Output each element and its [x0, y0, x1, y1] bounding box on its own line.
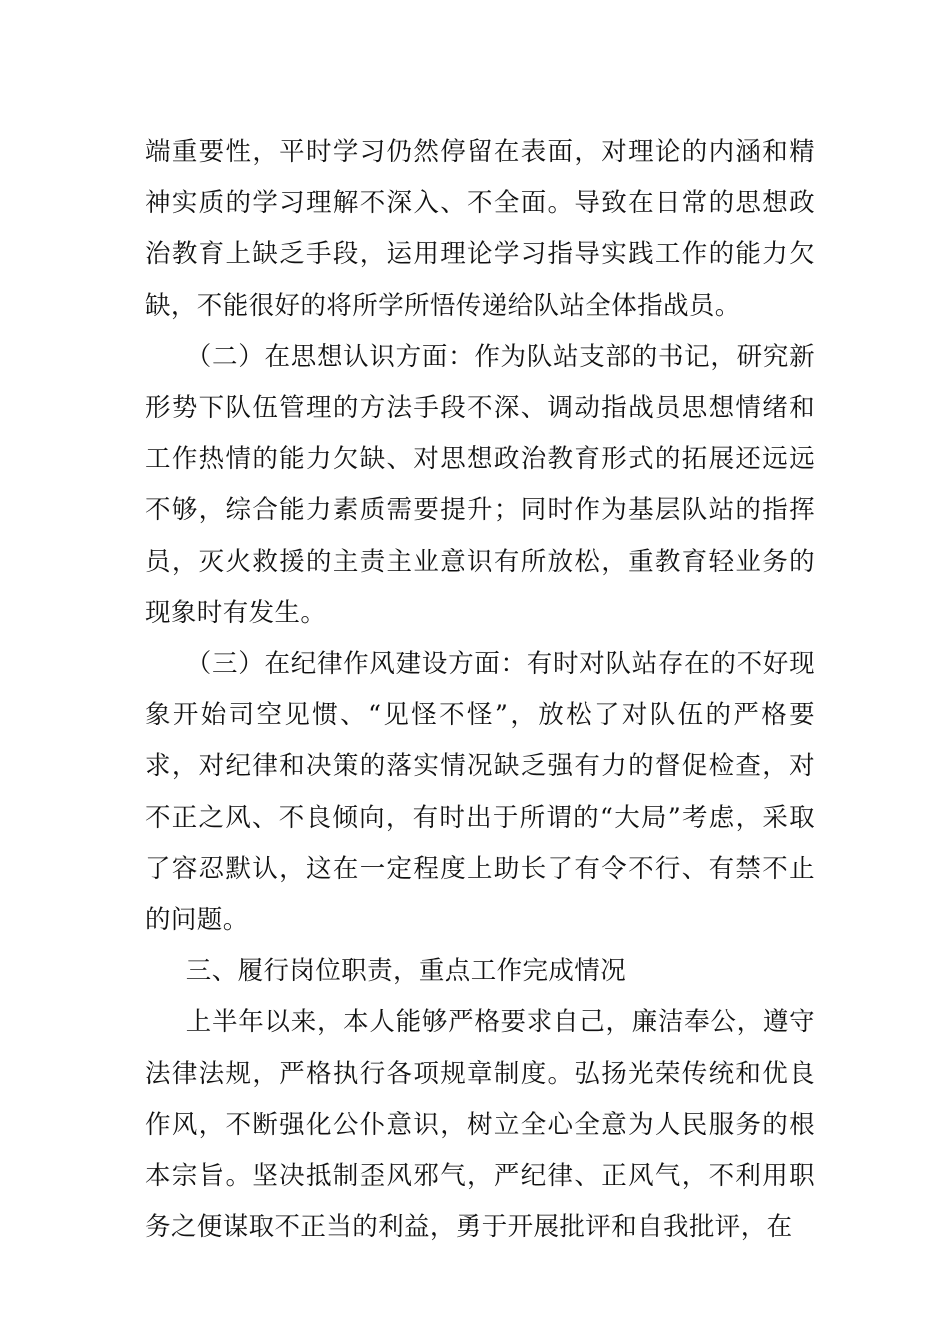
paragraph-thought-awareness: （二）在思想认识方面：作为队站支部的书记，研究新形势下队伍管理的方法手段不深、调动指战员思想情绪和工作热情的能力欠缺、对思想政治教育形式的拓展还远远不够，综合能力素质需要提升；同时作为基层队站的指挥员，灭火救援的主责主业意识有所放松，重教育轻业务的现象时有发生。	[145, 341, 815, 628]
document-body	[145, 127, 815, 1253]
paragraph-first-half-year: 上半年以来，本人能够严格要求自己，廉洁奉公，遵守法律法规，严格执行各项规章制度。弘扬光荣传统和优良作风，不断强化公仆意识，树立全心全意为人民服务的根本宗旨。坚决抵制歪风邪气，严纪律、正风气，不利用职务之便谋取不正当的利益，勇于开展批评和自我批评，在	[145, 1007, 815, 1243]
paragraph-discipline-style: （三）在纪律作风建设方面：有时对队站存在的不好现象开始司空见惯、“见怪不怪”，放松了对队伍的严格要求，对纪律和决策的落实情况缺乏强有力的督促检查，对不正之风、不良倾向，有时出于所谓的“大局”考虑，采取了容忍默认，这在一定程度上助长了有令不行、有禁不止的问题。	[145, 649, 815, 936]
section-heading-duties: 三、履行岗位职责，重点工作完成情况	[185, 956, 627, 987]
paragraph-continuation: 端重要性，平时学习仍然停留在表面，对理论的内涵和精神实质的学习理解不深入、不全面。导致在日常的思想政治教育上缺乏手段，运用理论学习指导实践工作的能力欠缺，不能很好的将所学所悟传递给队站全体指战员。	[145, 137, 815, 321]
